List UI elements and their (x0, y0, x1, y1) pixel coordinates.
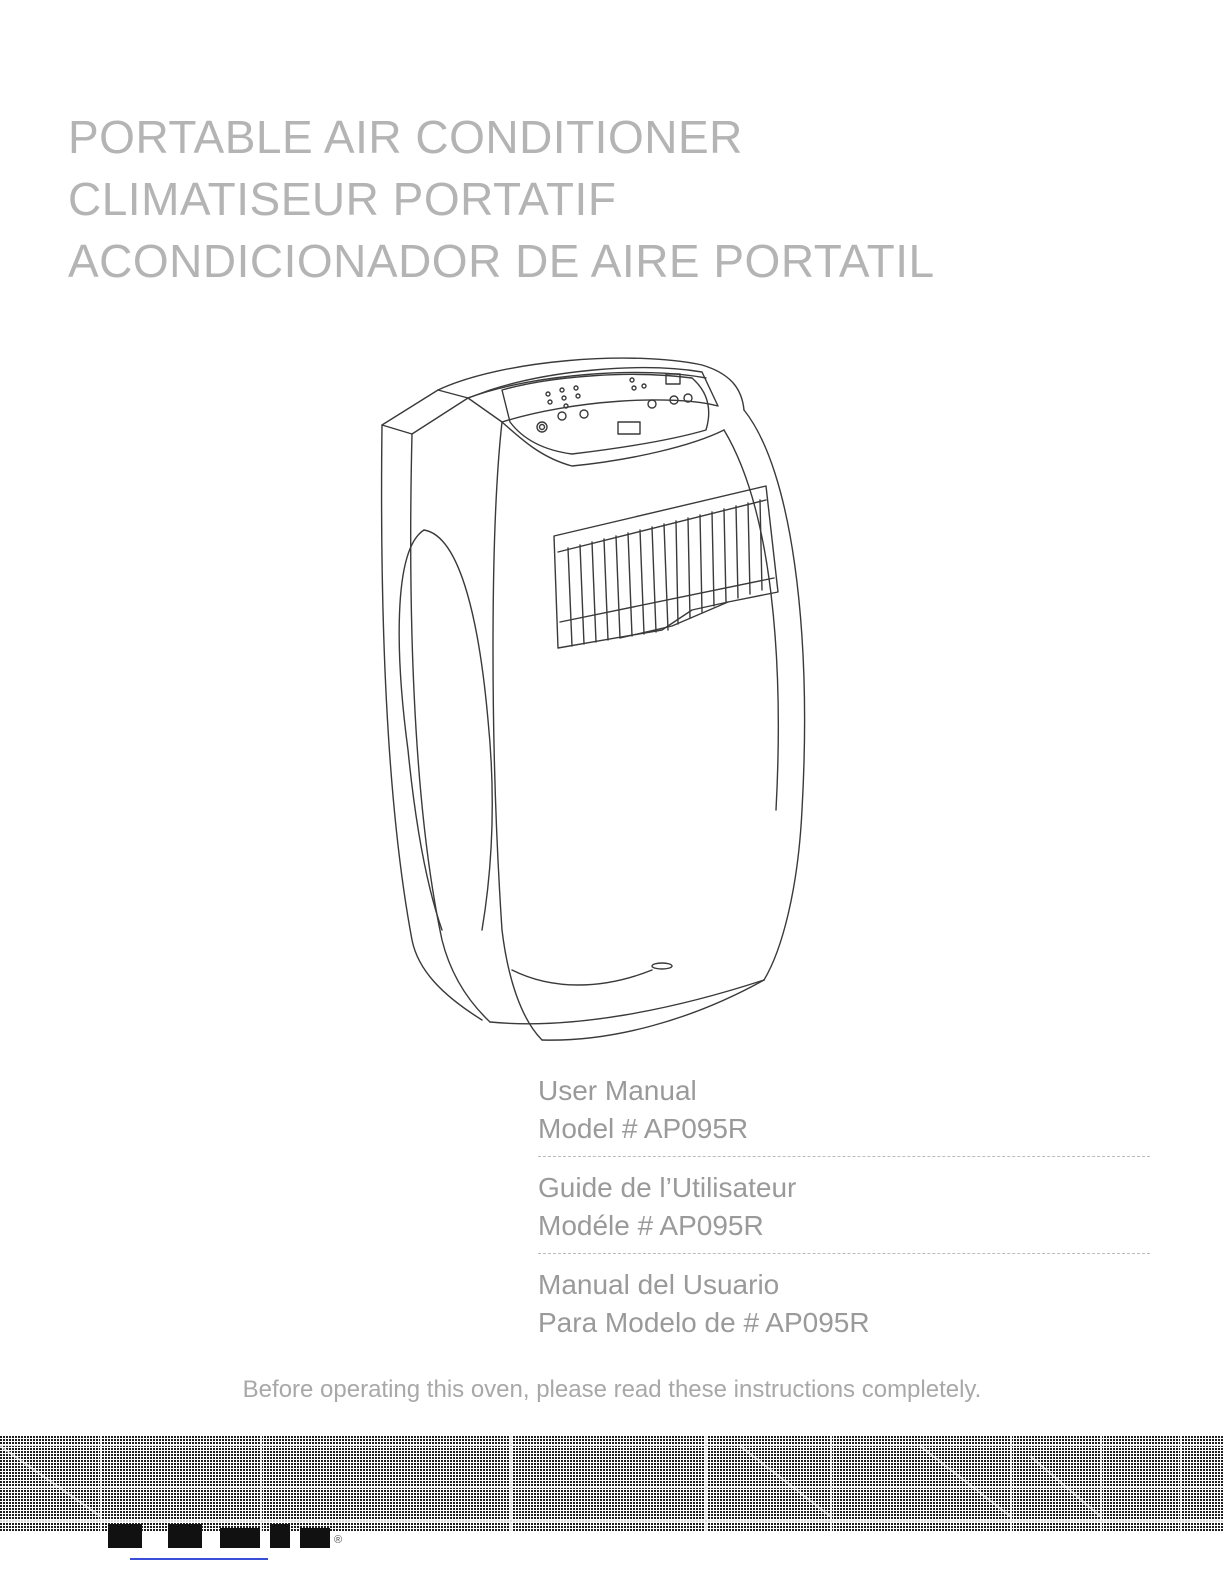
model-number-french: Modéle # AP095R (538, 1210, 764, 1241)
manual-title-spanish: Manual del Usuario (538, 1269, 780, 1300)
haier-logo (0, 1436, 1224, 1548)
title-spanish: ACONDICIONADOR DE AIRE PORTATIL (68, 235, 935, 287)
registered-mark: ® (334, 1534, 343, 1546)
air-conditioner-illustration (372, 330, 832, 1050)
model-number-spanish: Para Modelo de # AP095R (538, 1307, 870, 1338)
manual-english (538, 1070, 1150, 1157)
footer-band (0, 1436, 1224, 1548)
manual-spanish (538, 1264, 1150, 1350)
manual-info (538, 1070, 1150, 1350)
manual-french (538, 1167, 1150, 1254)
model-number-english: Model # AP095R (538, 1113, 749, 1144)
title-french: CLIMATISEUR PORTATIF (68, 173, 617, 225)
footer-underline (130, 1558, 268, 1560)
manual-title-french: Guide de l’Utilisateur (538, 1172, 797, 1203)
manual-title-english: User Manual (538, 1075, 697, 1106)
title-english: PORTABLE AIR CONDITIONER (68, 111, 743, 163)
instructions-note: Before operating this oven, please read these instructions completely. (242, 1376, 982, 1403)
cover-titles (68, 106, 935, 292)
